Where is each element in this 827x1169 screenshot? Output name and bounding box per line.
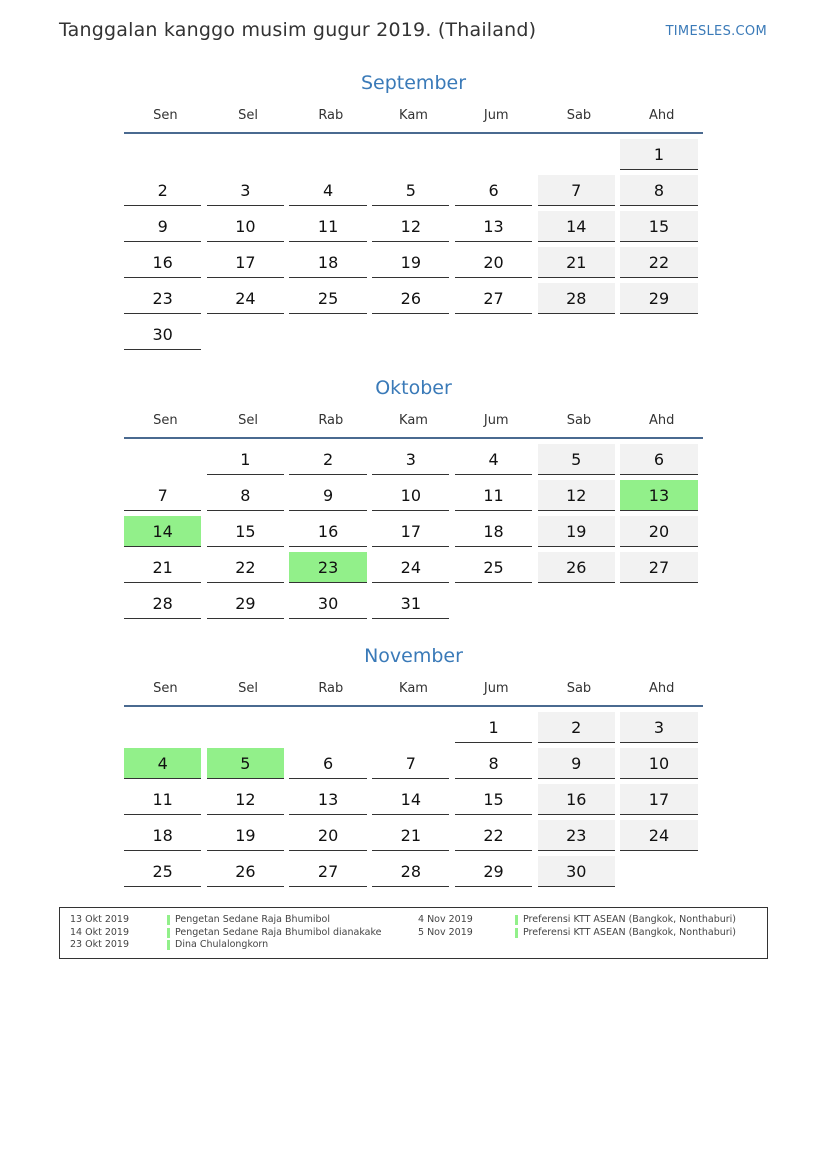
empty-day-cell bbox=[372, 712, 449, 742]
day-cell: 23 bbox=[289, 552, 366, 583]
day-cell: 2 bbox=[538, 712, 615, 743]
day-cell: 29 bbox=[207, 588, 284, 619]
day-cell: 14 bbox=[372, 784, 449, 815]
day-cell: 9 bbox=[289, 480, 366, 511]
day-cell: 23 bbox=[538, 820, 615, 851]
empty-day-cell bbox=[124, 712, 201, 742]
day-cell: 17 bbox=[372, 516, 449, 547]
day-cell: 17 bbox=[620, 784, 697, 815]
legend-row bbox=[60, 914, 381, 927]
week-row bbox=[124, 175, 703, 211]
week-row bbox=[124, 552, 703, 588]
month-name: November bbox=[364, 645, 463, 667]
day-cell: 29 bbox=[455, 856, 532, 887]
day-cell: 24 bbox=[620, 820, 697, 851]
day-cell: 26 bbox=[538, 552, 615, 583]
day-cell: 30 bbox=[289, 588, 366, 619]
empty-day-cell bbox=[538, 588, 615, 618]
day-cell: 8 bbox=[620, 175, 697, 206]
month-oktober bbox=[124, 375, 703, 624]
empty-day-cell bbox=[124, 139, 201, 169]
day-cell: 5 bbox=[372, 175, 449, 206]
day-cell: 20 bbox=[289, 820, 366, 851]
legend-holiday-name: Preferensi KTT ASEAN (Bangkok, Nonthaburi) bbox=[523, 914, 736, 925]
day-cell: 21 bbox=[538, 247, 615, 278]
week-row bbox=[124, 748, 703, 784]
day-cell: 27 bbox=[620, 552, 697, 583]
day-cell: 22 bbox=[207, 552, 284, 583]
empty-day-cell bbox=[372, 139, 449, 169]
empty-day-cell bbox=[455, 139, 532, 169]
day-cell: 20 bbox=[620, 516, 697, 547]
weekday-label: Jum bbox=[483, 413, 509, 428]
day-cell: 3 bbox=[620, 712, 697, 743]
day-cell: 3 bbox=[372, 444, 449, 475]
holiday-color-marker bbox=[515, 915, 518, 925]
week-row bbox=[124, 820, 703, 856]
day-cell: 18 bbox=[455, 516, 532, 547]
week-row bbox=[124, 319, 703, 355]
day-cell: 16 bbox=[538, 784, 615, 815]
day-cell: 8 bbox=[207, 480, 284, 511]
month-name: Oktober bbox=[375, 377, 452, 399]
day-cell: 13 bbox=[620, 480, 697, 511]
day-cell: 19 bbox=[538, 516, 615, 547]
month-name: September bbox=[360, 72, 467, 94]
day-cell: 12 bbox=[538, 480, 615, 511]
day-cell: 6 bbox=[620, 444, 697, 475]
empty-day-cell bbox=[207, 139, 284, 169]
empty-day-cell bbox=[455, 319, 532, 349]
day-cell: 29 bbox=[620, 283, 697, 314]
day-cell: 4 bbox=[124, 748, 201, 779]
week-row bbox=[124, 283, 703, 319]
day-cell: 22 bbox=[455, 820, 532, 851]
day-cell: 16 bbox=[289, 516, 366, 547]
day-cell: 30 bbox=[538, 856, 615, 887]
day-grid bbox=[124, 139, 703, 355]
day-cell: 1 bbox=[207, 444, 284, 475]
site-link[interactable]: TIMESLES.COM bbox=[665, 24, 767, 39]
legend-column-left bbox=[60, 914, 381, 952]
weekday-label: Rab bbox=[318, 108, 344, 123]
day-cell: 6 bbox=[455, 175, 532, 206]
empty-day-cell bbox=[207, 319, 284, 349]
legend-holiday-name: Pengetan Sedane Raja Bhumibol dianakake bbox=[175, 926, 382, 938]
empty-day-cell bbox=[538, 139, 615, 169]
weekday-label: Ahd bbox=[648, 108, 675, 123]
weekday-label: Sen bbox=[153, 108, 178, 123]
day-cell: 11 bbox=[455, 480, 532, 511]
weekday-header bbox=[124, 411, 703, 439]
day-cell: 3 bbox=[207, 175, 284, 206]
holiday-color-marker bbox=[167, 928, 170, 938]
empty-day-cell bbox=[620, 856, 697, 886]
week-row bbox=[124, 139, 703, 175]
day-cell: 15 bbox=[620, 211, 697, 242]
day-cell: 4 bbox=[455, 444, 532, 475]
empty-day-cell bbox=[620, 319, 697, 349]
legend-column-right bbox=[408, 914, 736, 939]
week-row bbox=[124, 784, 703, 820]
day-cell: 22 bbox=[620, 247, 697, 278]
day-cell: 25 bbox=[455, 552, 532, 583]
day-cell: 14 bbox=[124, 516, 201, 547]
day-cell: 8 bbox=[455, 748, 532, 779]
day-cell: 4 bbox=[289, 175, 366, 206]
weekday-header bbox=[124, 679, 703, 707]
day-cell: 9 bbox=[538, 748, 615, 779]
day-cell: 18 bbox=[289, 247, 366, 278]
weekday-label: Sab bbox=[566, 413, 592, 428]
empty-day-cell bbox=[372, 319, 449, 349]
weekday-label: Sen bbox=[153, 413, 178, 428]
empty-day-cell bbox=[124, 444, 201, 474]
day-cell: 23 bbox=[124, 283, 201, 314]
day-cell: 7 bbox=[372, 748, 449, 779]
week-row bbox=[124, 712, 703, 748]
day-cell: 25 bbox=[289, 283, 366, 314]
empty-day-cell bbox=[620, 588, 697, 618]
day-cell: 13 bbox=[289, 784, 366, 815]
holiday-legend bbox=[59, 907, 768, 959]
day-cell: 10 bbox=[372, 480, 449, 511]
day-cell: 21 bbox=[372, 820, 449, 851]
legend-holiday-name: Dina Chulalongkorn bbox=[175, 939, 269, 950]
day-cell: 6 bbox=[289, 748, 366, 779]
legend-holiday-name: Preferensi KTT ASEAN (Bangkok, Nonthaburi) bbox=[523, 926, 736, 938]
legend-date: 14 Okt 2019 bbox=[70, 926, 130, 938]
day-cell: 28 bbox=[124, 588, 201, 619]
empty-day-cell bbox=[455, 588, 532, 618]
weekday-label: Sel bbox=[238, 108, 259, 123]
day-cell: 10 bbox=[207, 211, 284, 242]
day-cell: 2 bbox=[124, 175, 201, 206]
day-cell: 13 bbox=[455, 211, 532, 242]
day-cell: 17 bbox=[207, 247, 284, 278]
day-cell: 21 bbox=[124, 552, 201, 583]
weekday-label: Sel bbox=[238, 413, 259, 428]
day-cell: 26 bbox=[372, 283, 449, 314]
day-cell: 30 bbox=[124, 319, 201, 350]
weekday-label: Sen bbox=[153, 681, 178, 696]
week-row bbox=[124, 856, 703, 892]
weekday-label: Ahd bbox=[648, 413, 675, 428]
day-cell: 7 bbox=[538, 175, 615, 206]
day-cell: 18 bbox=[124, 820, 201, 851]
day-grid bbox=[124, 444, 703, 624]
day-cell: 26 bbox=[207, 856, 284, 887]
day-cell: 27 bbox=[289, 856, 366, 887]
weekday-label: Sab bbox=[566, 108, 592, 123]
legend-row bbox=[408, 927, 736, 940]
day-cell: 1 bbox=[620, 139, 697, 170]
weekday-label: Sel bbox=[238, 681, 259, 696]
weekday-label: Kam bbox=[399, 108, 428, 123]
empty-day-cell bbox=[289, 712, 366, 742]
day-cell: 12 bbox=[372, 211, 449, 242]
day-cell: 5 bbox=[207, 748, 284, 779]
month-september bbox=[124, 70, 703, 355]
weekday-label: Jum bbox=[483, 108, 509, 123]
legend-date: 13 Okt 2019 bbox=[70, 914, 130, 925]
week-row bbox=[124, 444, 703, 480]
day-cell: 28 bbox=[538, 283, 615, 314]
week-row bbox=[124, 516, 703, 552]
month-november bbox=[124, 643, 703, 892]
day-cell: 10 bbox=[620, 748, 697, 779]
day-cell: 31 bbox=[372, 588, 449, 619]
week-row bbox=[124, 480, 703, 516]
weekday-label: Sab bbox=[566, 681, 592, 696]
holiday-color-marker bbox=[167, 915, 170, 925]
empty-day-cell bbox=[289, 139, 366, 169]
day-cell: 27 bbox=[455, 283, 532, 314]
holiday-color-marker bbox=[515, 928, 518, 938]
day-cell: 2 bbox=[289, 444, 366, 475]
day-cell: 11 bbox=[124, 784, 201, 815]
day-cell: 24 bbox=[207, 283, 284, 314]
page-title: Tanggalan kanggo musim gugur 2019. (Thailand) bbox=[59, 19, 537, 41]
legend-row bbox=[60, 927, 381, 940]
day-grid bbox=[124, 712, 703, 892]
weekday-label: Kam bbox=[399, 413, 428, 428]
weekday-label: Kam bbox=[399, 681, 428, 696]
legend-date: 4 Nov 2019 bbox=[418, 914, 473, 925]
weekday-header bbox=[124, 106, 703, 134]
legend-date: 5 Nov 2019 bbox=[418, 926, 473, 938]
day-cell: 12 bbox=[207, 784, 284, 815]
day-cell: 28 bbox=[372, 856, 449, 887]
legend-row bbox=[408, 914, 736, 927]
day-cell: 15 bbox=[455, 784, 532, 815]
day-cell: 25 bbox=[124, 856, 201, 887]
day-cell: 1 bbox=[455, 712, 532, 743]
day-cell: 5 bbox=[538, 444, 615, 475]
day-cell: 20 bbox=[455, 247, 532, 278]
week-row bbox=[124, 588, 703, 624]
empty-day-cell bbox=[207, 712, 284, 742]
weekday-label: Ahd bbox=[648, 681, 675, 696]
empty-day-cell bbox=[289, 319, 366, 349]
weekday-label: Jum bbox=[483, 681, 509, 696]
day-cell: 9 bbox=[124, 211, 201, 242]
weekday-label: Rab bbox=[318, 681, 344, 696]
day-cell: 19 bbox=[207, 820, 284, 851]
day-cell: 19 bbox=[372, 247, 449, 278]
week-row bbox=[124, 247, 703, 283]
empty-day-cell bbox=[538, 319, 615, 349]
legend-row bbox=[60, 939, 381, 952]
weekday-label: Rab bbox=[318, 413, 344, 428]
week-row bbox=[124, 211, 703, 247]
day-cell: 24 bbox=[372, 552, 449, 583]
legend-date: 23 Okt 2019 bbox=[70, 939, 130, 950]
day-cell: 7 bbox=[124, 480, 201, 511]
day-cell: 11 bbox=[289, 211, 366, 242]
legend-holiday-name: Pengetan Sedane Raja Bhumibol bbox=[175, 914, 330, 925]
day-cell: 16 bbox=[124, 247, 201, 278]
day-cell: 14 bbox=[538, 211, 615, 242]
day-cell: 15 bbox=[207, 516, 284, 547]
holiday-color-marker bbox=[167, 940, 170, 950]
